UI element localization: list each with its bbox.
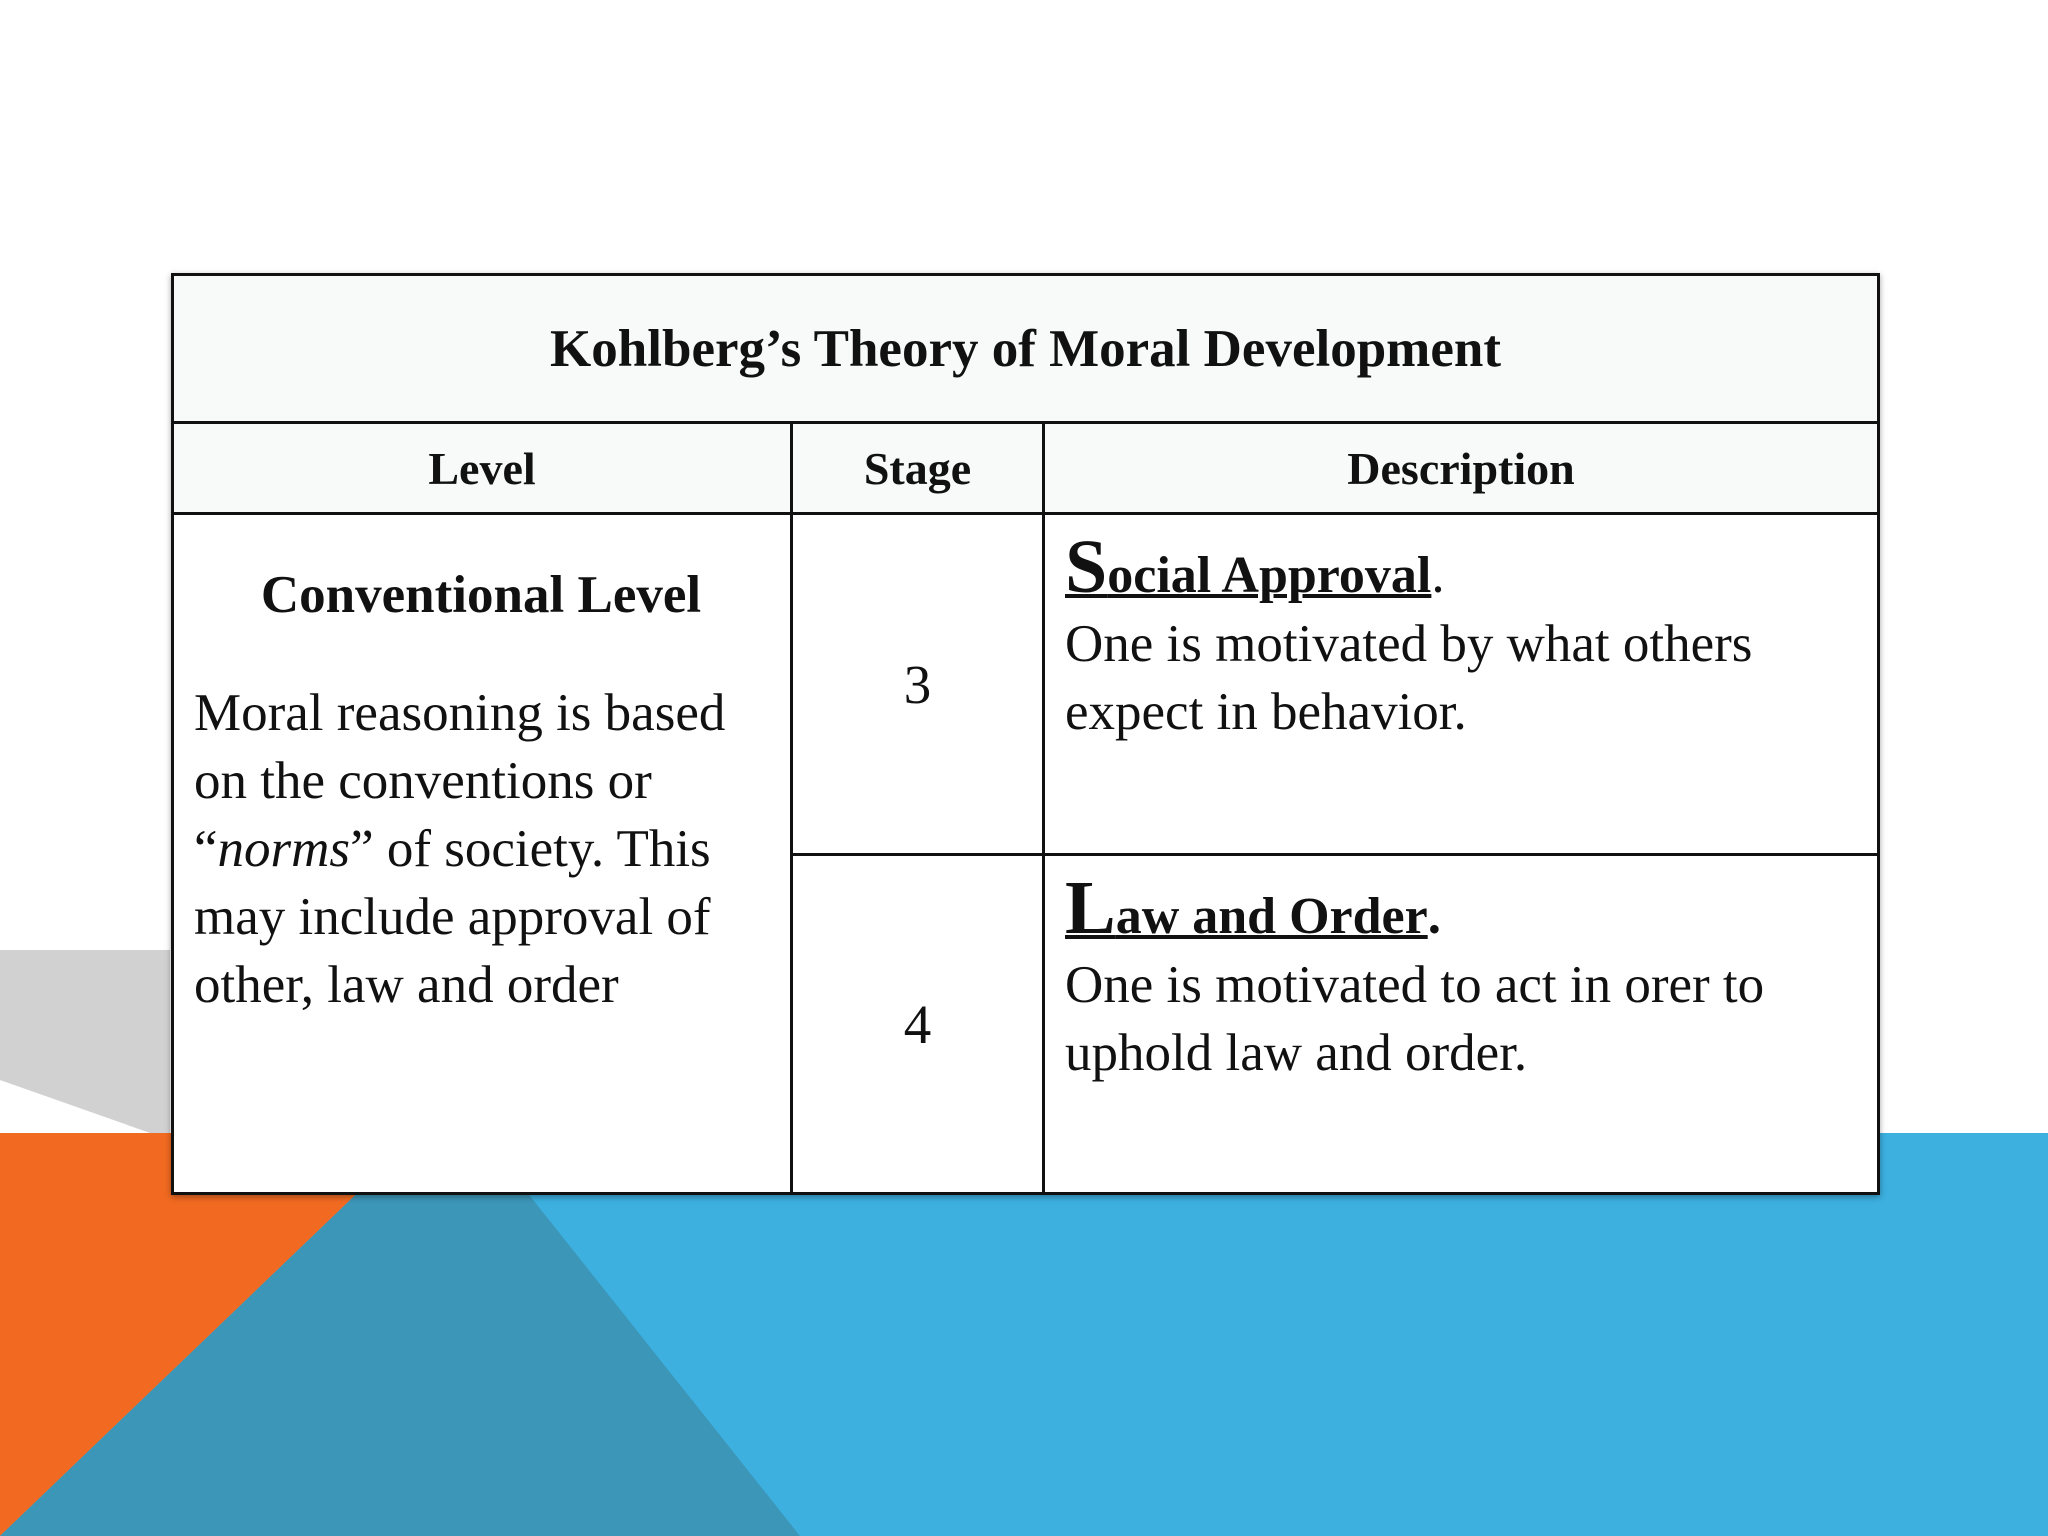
stage-3-heading-suffix: . (1431, 546, 1445, 604)
stage-3-number: 3 (792, 514, 1044, 855)
header-stage: Stage (792, 423, 1044, 514)
header-description: Description (1044, 423, 1879, 514)
stage-4-description (1044, 855, 1879, 1194)
stage-3-description (1044, 514, 1879, 855)
stage-4-text: One is motivated to act in orer to uphold law and order. (1065, 956, 1765, 1082)
kohlberg-table (171, 273, 1880, 1195)
stage-3-heading (1065, 525, 1857, 610)
level-desc-norms: norms (217, 820, 351, 878)
level-description (194, 679, 768, 1019)
stage-3-text: One is motivated by what others expect in behavior. (1065, 615, 1753, 741)
stage-4-number: 4 (792, 855, 1044, 1194)
level-desc-part2: ” of society. This may include approval of other, law and order (194, 820, 711, 1014)
header-level: Level (173, 423, 792, 514)
level-desc-part1: Moral reasoning is based on the conventions or “ (194, 684, 726, 878)
stage-4-heading-text: Law and Order (1065, 866, 1428, 950)
level-title: Conventional Level (260, 566, 702, 624)
gray-diagonal-band (0, 950, 170, 1140)
stage-3-heading-text: Social Approval (1065, 525, 1432, 609)
table-title: Kohlberg’s Theory of Moral Development (173, 275, 1879, 423)
stage-4-heading-suffix: . (1427, 887, 1441, 945)
level-cell (173, 514, 792, 1194)
stage-4-heading (1065, 866, 1857, 951)
